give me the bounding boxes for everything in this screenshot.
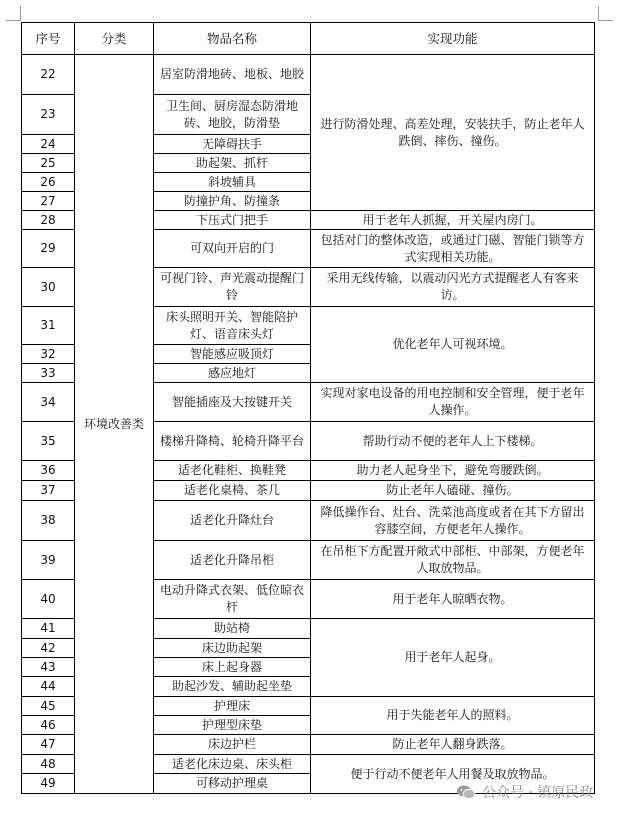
item-name: 智能感应吸顶灯 [154, 345, 311, 364]
item-name: 智能插座及大按键开关 [154, 383, 311, 422]
row-no: 46 [22, 716, 75, 735]
item-name: 适老化升降灶台 [154, 501, 311, 541]
item-name: 适老化桌椅、茶几 [154, 481, 311, 501]
row-no: 39 [22, 541, 75, 580]
crop-mark-top-left [6, 6, 21, 21]
function-cell: 防止老年人磕碰、撞伤。 [311, 481, 595, 501]
row-no: 35 [22, 422, 75, 461]
item-name: 护理型床垫 [154, 716, 311, 735]
function-cell: 在吊柜下方配置开敞式中部柜、中部架，方便老年人取放物品。 [311, 541, 595, 580]
item-name: 电动升降式衣架、低位晾衣杆 [154, 580, 311, 619]
item-name: 卫生间、厨房湿态防滑地砖、地胶，防滑垫 [154, 95, 311, 135]
item-name: 斜坡辅具 [154, 173, 311, 192]
row-no: 34 [22, 383, 75, 422]
item-name: 适老化床边桌、床头柜 [154, 755, 311, 774]
function-cell: 降低操作台、灶台、洗菜池高度或者在其下方留出容膝空间，方便老年人操作。 [311, 501, 595, 541]
item-name: 可移动护理桌 [154, 774, 311, 794]
item-name: 床边助起架 [154, 639, 311, 658]
row-no: 45 [22, 697, 75, 716]
watermark [456, 780, 593, 804]
row-no: 28 [22, 211, 75, 230]
function-cell: 实现对家电设备的用电控制和安全管理，便于老年人操作。 [311, 383, 595, 422]
item-name: 护理床 [154, 697, 311, 716]
row-no: 23 [22, 95, 75, 135]
row-no: 31 [22, 307, 75, 345]
function-cell: 便于行动不便老年人用餐及取放物品。 [311, 755, 595, 794]
item-name: 居室防滑地砖、地板、地胶 [154, 55, 311, 95]
row-no: 36 [22, 461, 75, 481]
row-no: 48 [22, 755, 75, 774]
function-cell: 进行防滑处理、高差处理，安装扶手，防止老年人跌倒、摔伤、撞伤。 [311, 55, 595, 211]
row-no: 29 [22, 230, 75, 268]
crop-mark-top-right [598, 6, 613, 21]
header-item-name: 物品名称 [154, 23, 311, 55]
row-no: 25 [22, 154, 75, 173]
row-no: 37 [22, 481, 75, 501]
row-no: 24 [22, 135, 75, 154]
function-cell: 助力老人起身坐下，避免弯腰跌倒。 [311, 461, 595, 481]
row-no: 26 [22, 173, 75, 192]
item-name: 床边护栏 [154, 735, 311, 755]
item-name: 床头照明开关、智能陪护灯、语音床头灯 [154, 307, 311, 345]
item-name: 助起沙发、辅助起坐垫 [154, 677, 311, 697]
wechat-icon [456, 784, 476, 800]
item-name: 可双向开启的门 [154, 230, 311, 268]
row-no: 41 [22, 619, 75, 639]
row-no: 38 [22, 501, 75, 541]
item-name: 助站椅 [154, 619, 311, 639]
item-name: 下压式门把手 [154, 211, 311, 230]
row-no: 47 [22, 735, 75, 755]
header-no: 序号 [22, 23, 75, 55]
row-no: 22 [22, 55, 75, 95]
item-name: 助起架、抓杆 [154, 154, 311, 173]
item-name: 无障碍扶手 [154, 135, 311, 154]
table-header-row [22, 23, 595, 55]
function-cell: 用于老年人抓握，开关屋内房门。 [311, 211, 595, 230]
header-function: 实现功能 [311, 23, 595, 55]
item-name: 适老化鞋柜、换鞋凳 [154, 461, 311, 481]
row-no: 42 [22, 639, 75, 658]
item-name: 防撞护角、防撞条 [154, 192, 311, 211]
function-cell: 帮助行动不便的老年人上下楼梯。 [311, 422, 595, 461]
function-cell: 用于老年人晾晒衣物。 [311, 580, 595, 619]
item-name: 感应地灯 [154, 364, 311, 383]
function-cell: 用于老年人起身。 [311, 619, 595, 697]
table-row [22, 55, 595, 95]
header-category: 分类 [75, 23, 154, 55]
items-table [21, 22, 595, 794]
watermark-text: 公众号 · 镇原民政 [482, 785, 594, 801]
row-no: 33 [22, 364, 75, 383]
category-cell: 环境改善类 [75, 55, 154, 794]
item-name: 可视门铃、声光震动提醒门铃 [154, 268, 311, 307]
row-no: 30 [22, 268, 75, 307]
row-no: 27 [22, 192, 75, 211]
row-no: 40 [22, 580, 75, 619]
row-no: 44 [22, 677, 75, 697]
row-no: 49 [22, 774, 75, 794]
function-cell: 防止老年人翻身跌落。 [311, 735, 595, 755]
item-name: 楼梯升降椅、轮椅升降平台 [154, 422, 311, 461]
function-cell: 包括对门的整体改造，或通过门磁、智能门锁等方式实现相关功能。 [311, 230, 595, 268]
row-no: 43 [22, 658, 75, 677]
item-name: 床上起身器 [154, 658, 311, 677]
function-cell: 优化老年人可视环境。 [311, 307, 595, 383]
item-name: 适老化升降吊柜 [154, 541, 311, 580]
function-cell: 采用无线传输，以震动闪光方式提醒老人有客来访。 [311, 268, 595, 307]
function-cell: 用于失能老年人的照料。 [311, 697, 595, 735]
row-no: 32 [22, 345, 75, 364]
